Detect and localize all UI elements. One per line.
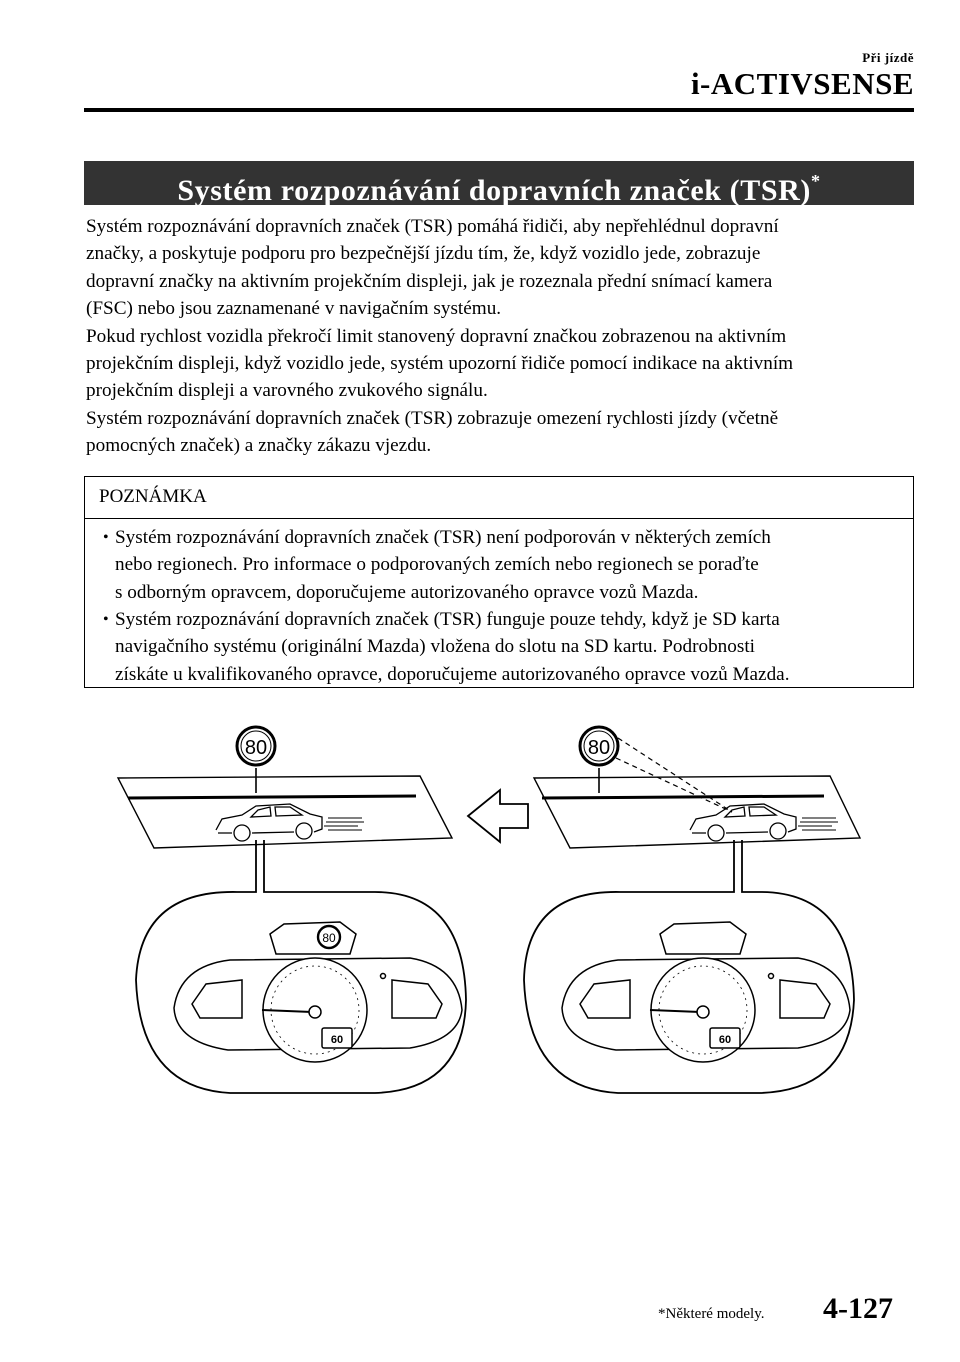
section-title-bar <box>84 161 914 205</box>
note-item <box>103 606 905 688</box>
speed-sign-value: 80 <box>244 737 268 759</box>
bullet-icon: • <box>103 611 109 628</box>
note-title: POZNÁMKA <box>99 486 207 507</box>
asterisk-mark: * <box>811 171 821 191</box>
intro-line: Systém rozpoznávání dopravních značek (TSR) zobrazuje omezení rychlosti jízdy (včetně <box>86 407 779 429</box>
note-header <box>85 477 913 519</box>
car-icon <box>690 804 838 841</box>
arrow-left-icon <box>468 790 528 842</box>
note-line: Systém rozpoznávání dopravních značek (TSR) funguje pouze tehdy, když je SD karta <box>115 609 780 630</box>
note-line: navigačního systému (originální Mazda) vložena do slotu na SD kartu. Podrobnosti <box>115 636 755 658</box>
note-line: získáte u kvalifikovaného opravce, doporučujeme autorizovaného opravce vozů Mazda. <box>115 663 790 685</box>
intro-line: pomocných značek) a značky zákazu vjezdu. <box>86 435 432 457</box>
header-divider <box>84 108 914 112</box>
section-heading: i-ACTIVSENSE <box>690 66 914 101</box>
bullet-icon: • <box>103 529 109 546</box>
note-line: Systém rozpoznávání dopravních značek (TSR) není podporován v některých zemích <box>115 527 771 548</box>
intro-line: projekčním displeji, když vozidlo jede, systém upozorní řidiče pomocí indikace na aktivním <box>86 353 794 375</box>
intro-line: značky, a poskytuje podporu pro bezpečnější jízdu tím, že, když vozidlo jede, zobrazuje <box>86 243 761 265</box>
hud-sign-value: 80 <box>322 931 336 945</box>
instrument-cluster-right <box>562 922 850 1062</box>
chapter-label: Při jízdě <box>862 50 914 65</box>
intro-line: (FSC) nebo jsou zaznamenané v navigačním systému. <box>86 298 502 320</box>
intro-line: Systém rozpoznávání dopravních značek (TSR) pomáhá řidiči, aby nepřehlédnul dopravní <box>86 216 779 237</box>
camera-view-line <box>616 758 732 812</box>
note-item <box>103 524 905 606</box>
camera-view-line <box>618 738 732 812</box>
speed-readout: 60 <box>330 1034 344 1046</box>
intro-line: dopravní značky na aktivním projekčním displeji, jak je rozeznala přední snímací kamera <box>86 270 773 292</box>
speed-readout: 60 <box>718 1034 732 1046</box>
section-title: Systém rozpoznávání dopravních značek (TSR) <box>177 174 811 207</box>
note-line: s odborným opravcem, doporučujeme autorizovaného opravce vozů Mazda. <box>115 581 699 603</box>
footnote: *Některé modely. <box>658 1306 765 1322</box>
intro-line: Pokud rychlost vozidla překročí limit stanovený dopravní značkou zobrazenou na aktivním <box>86 325 787 347</box>
intro-line: projekčním displeji a varovného zvukového signálu. <box>86 380 488 402</box>
instrument-cluster-left <box>174 922 462 1062</box>
speed-sign-value: 80 <box>587 737 611 759</box>
note-box <box>84 476 914 688</box>
page-number: 4-127 <box>823 1292 893 1325</box>
car-icon <box>216 804 364 841</box>
note-line: nebo regionech. Pro informace o podporovaných zemích nebo regionech se poraďte <box>115 554 759 576</box>
tsr-illustration <box>110 718 870 1118</box>
intro-paragraph <box>86 213 914 460</box>
